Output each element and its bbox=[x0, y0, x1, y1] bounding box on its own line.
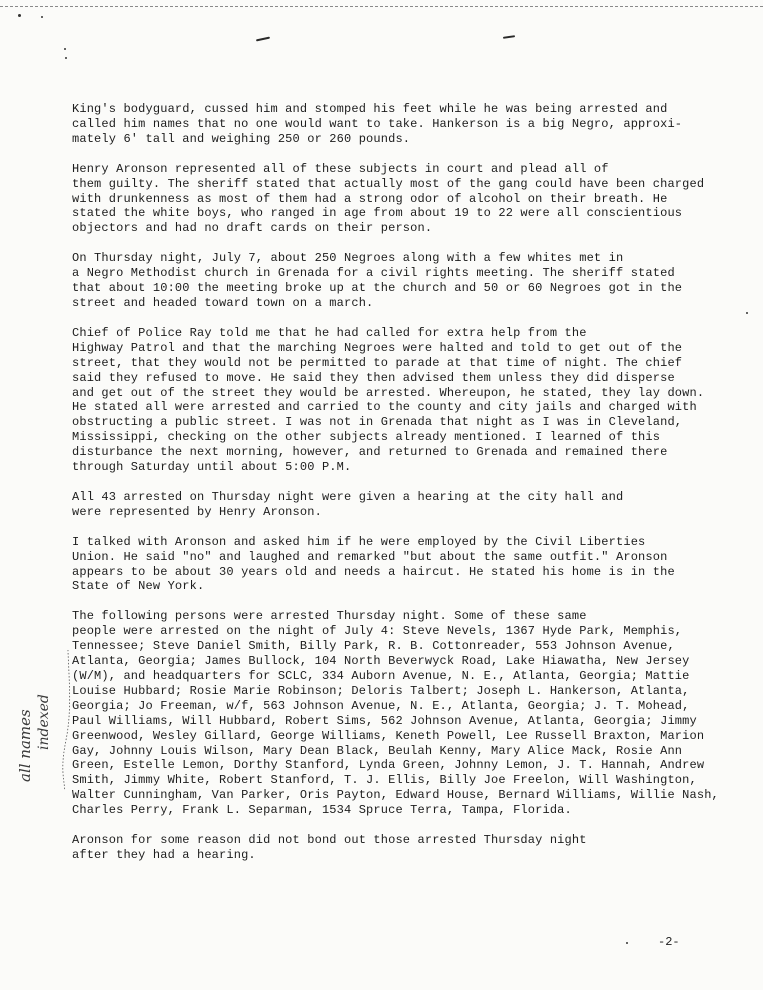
document-body bbox=[72, 102, 737, 863]
scan-speck bbox=[18, 14, 21, 17]
scan-speck bbox=[65, 57, 67, 59]
punch-mark-left bbox=[256, 37, 270, 42]
paragraph-bodyguard: King's bodyguard, cussed him and stomped his feet while he was being arrested and called him names that no one would want to take. Hankerson is a big Negro, approxi- mately 6' tall and weighing 250 or 260 pounds. bbox=[72, 102, 683, 146]
scan-speck bbox=[64, 48, 66, 50]
paragraph-civil-liberties: I talked with Aronson and asked him if he were employed by the Civil Liberties Union. He said "no" and laughed and remarked "but about the same outfit." Aronson appears to be about 30 years old and needs a haircut. He stated his home is in the State of New York. bbox=[72, 534, 675, 594]
paragraph-bond: Aronson for some reason did not bond out those arrested Thursday night after they had a hearing. bbox=[72, 833, 587, 862]
scan-speck bbox=[626, 942, 628, 944]
paragraph-thursday-meeting: On Thursday night, July 7, about 250 Negroes along with a few whites met in a Negro Methodist church in Grenada for a civil rights meeting. The sheriff stated that about 10:00 the meeting broke up at the church and 50 or 60 Negroes got in the street and headed toward town on a march. bbox=[72, 251, 683, 310]
page-number: -2- bbox=[658, 935, 680, 949]
handwritten-margin-note bbox=[6, 650, 76, 790]
paragraph-arrested-list: The following persons were arrested Thursday night. Some of these same people were arrested on the night of July 4: Steve Nevels, 1367 Hyde Park, Memphis, Tennessee; Steve Daniel Smith, Billy Park, R. B. Cottonreader, 553 Johnson Avenue, Atlanta, Georgia; James Bullock, 104 North Beverwyck Road, Lake Hiawatha, New Jersey (W/M), and headquarters for SCLC, 334 Auborn Avenue, N. E., Atlanta, Georgia; Mattie Louise Hubbard; Rosie Marie Robinson; Deloris Talbert; Joseph L. Hankerson, Atlanta, Georgia; Jo Freeman, w/f, 563 Johnson Avenue, N. E., Atlanta, Georgia; J. T. Mohead, Paul Williams, Will Hubbard, Robert Sims, 562 Johnson Avenue, Atlanta, Georgia; Jimmy Greenwood, Wesley Gillard, George Williams, Keneth Powell, Lee Russell Braxton, Marion Gay, Johnny Louis Wilson, Mary Dean Black, Beulah Kenny, Mary Alice Mack, Rosie Ann Green, Estelle Lemon, Dorthy Stanford, Lynda Green, Johnny Lemon, J. T. Hannah, Andrew Smith, Jimmy White, Robert Stanford, T. J. Ellis, Billy Joe Freelon, Will Washington, Walter Cunningham, Van Parker, Oris Payton, Edward House, Bernard Williams, Willie Nash, Charles Perry, Frank L. Separman, 1534 Spruce Terra, Tampa, Florida. bbox=[72, 609, 719, 818]
scan-speck bbox=[746, 312, 748, 314]
handwritten-note-image bbox=[6, 650, 76, 790]
svg-text:all names: all names bbox=[16, 709, 34, 782]
paragraph-hearing: All 43 arrested on Thursday night were given a hearing at the city hall and were represented by Henry Aronson. bbox=[72, 489, 624, 519]
paragraph-police-chief: Chief of Police Ray told me that he had called for extra help from the Highway Patrol and that the marching Negroes were halted and told to get out of the street, that they would not be permitted to parade at that time of night. The chief said they refused to move. He said they then advised them unless they did disperse and get out of the street they would be arrested. Whereupon, he stated, they lay down. He stated all were arrested and carried to the county and city jails and charged with obstructing a public street. I was not in Grenada that night as I was in Cleveland, Mississippi, checking on the other subjects already mentioned. I learned of this disturbance the next morning, however, and returned to Grenada and remained there through Saturday until about 5:00 P.M. bbox=[72, 325, 705, 475]
punch-mark-right bbox=[503, 35, 515, 39]
scan-speck bbox=[41, 16, 43, 18]
top-border-rule bbox=[0, 6, 763, 7]
svg-text:indexed: indexed bbox=[36, 694, 52, 750]
paragraph-aronson-court: Henry Aronson represented all of these subjects in court and plead all of them guilty. The sheriff stated that actually most of the gang could have been charged with drunkenness as most of them had a strong odor of alcohol on their breath. He stated the white boys, who ranged in age from about 19 to 22 were all conscientious objectors and had no draft cards on their person. bbox=[72, 161, 705, 236]
